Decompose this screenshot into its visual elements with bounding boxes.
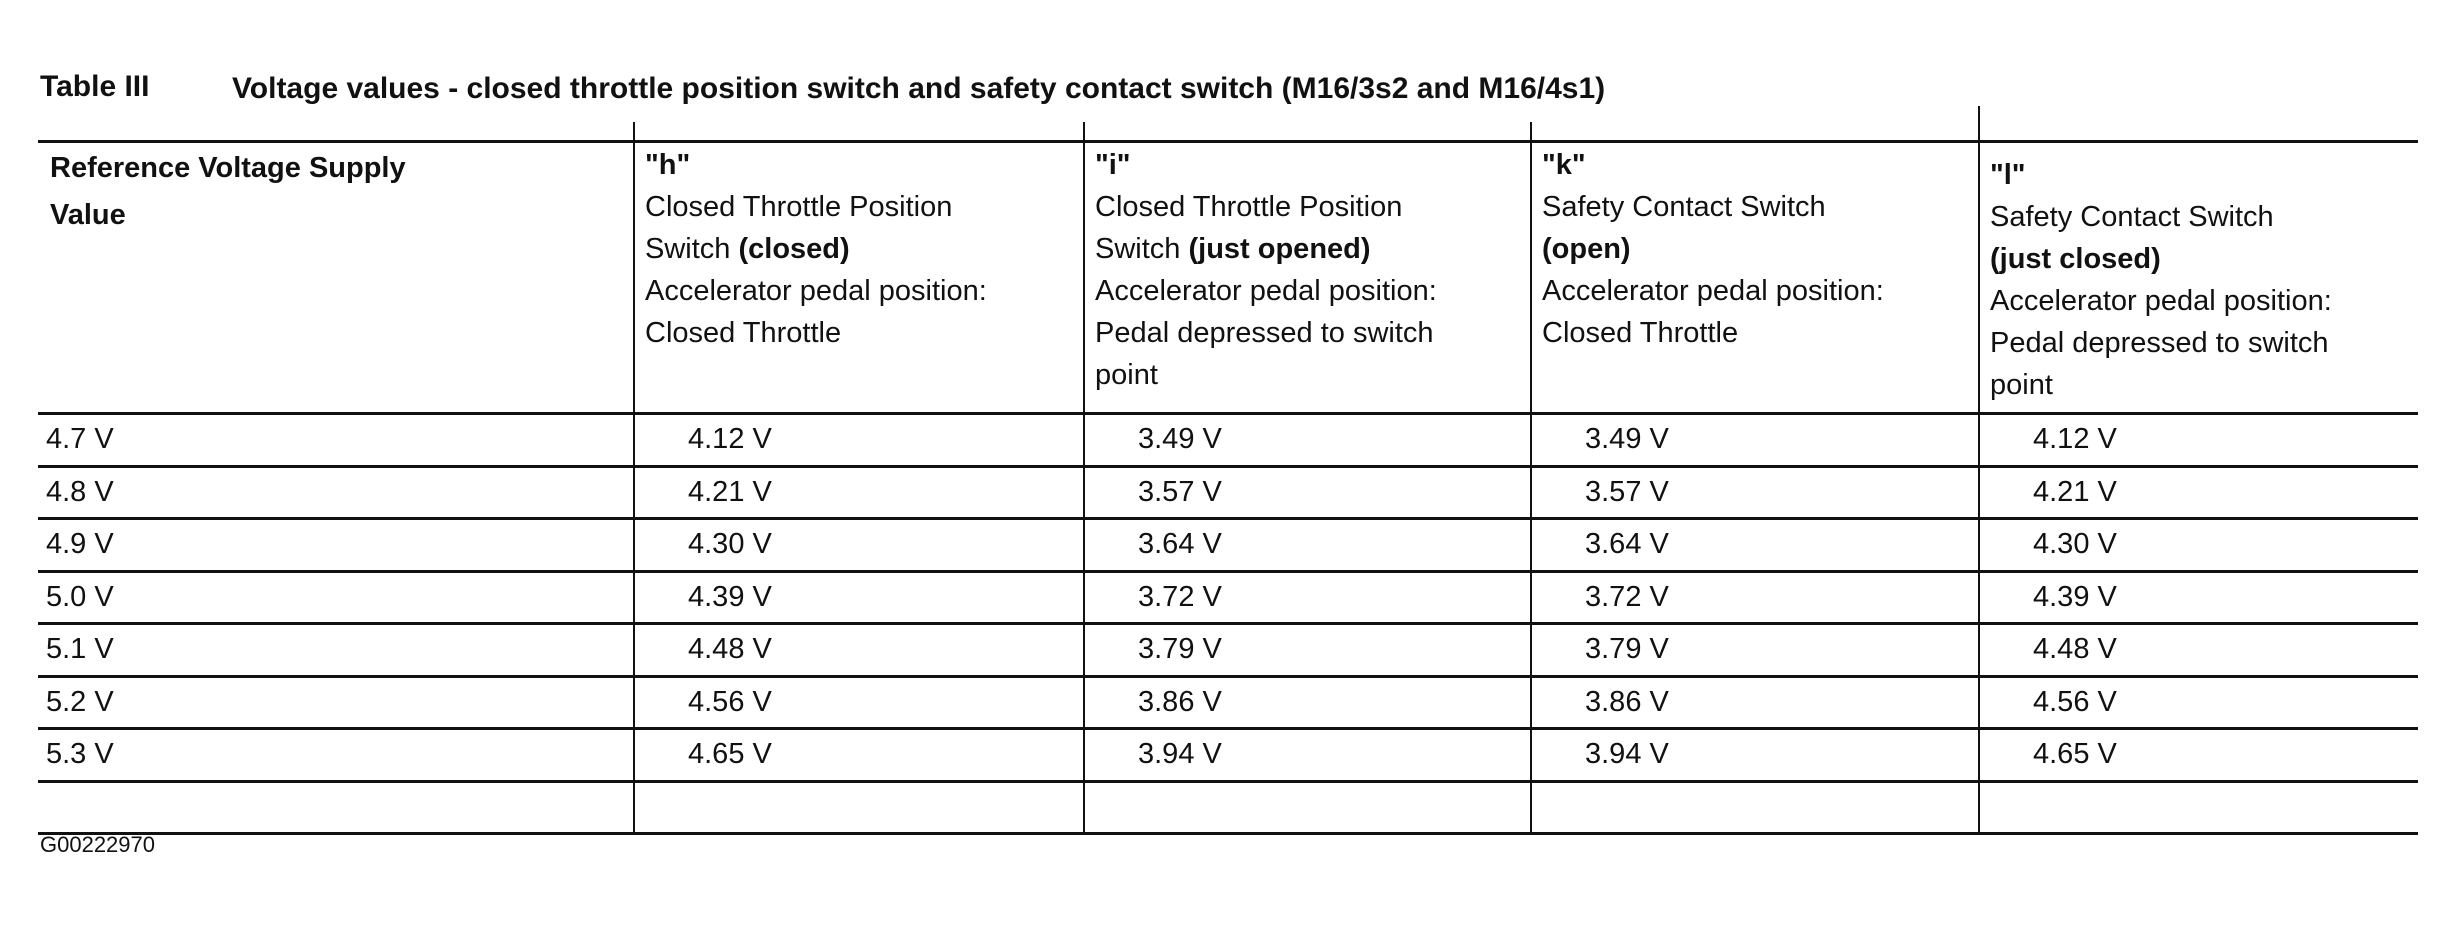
reference-voltage-cell: 5.3 V	[46, 738, 114, 770]
voltage-cell: 3.86 V	[1138, 685, 1222, 718]
row-divider	[38, 517, 2418, 520]
header-text-line	[1542, 270, 1884, 312]
header-text: Closed Throttle	[1542, 317, 1739, 349]
table-number: Table III	[40, 70, 150, 103]
column-divider	[1978, 106, 1980, 832]
reference-voltage-cell: 5.0 V	[46, 580, 114, 613]
voltage-cell: 3.72 V	[1138, 580, 1222, 613]
voltage-cell: 4.12 V	[2033, 423, 2117, 455]
header-text: Safety Contact Switch	[1542, 191, 1826, 223]
header-text-line	[1095, 312, 1437, 354]
header-text-line	[645, 186, 987, 228]
voltage-cell: 4.56 V	[688, 685, 772, 718]
header-text: Accelerator pedal position:	[1095, 275, 1437, 307]
header-col2	[1095, 144, 1437, 396]
figure-id: G00222970	[40, 832, 155, 857]
header-text-line	[1990, 322, 2332, 364]
voltage-cell: 3.49 V	[1138, 423, 1222, 455]
voltage-cell: 4.48 V	[688, 633, 772, 665]
voltage-cell: 3.49 V	[1585, 423, 1669, 455]
header-text-line	[1095, 228, 1437, 270]
header-key: "i"	[1095, 149, 1131, 181]
voltage-cell: 4.65 V	[2033, 738, 2117, 770]
header-text-bold: (just closed)	[1990, 243, 2161, 275]
header-text-line	[1542, 228, 1884, 270]
reference-voltage-cell: 4.7 V	[46, 423, 114, 455]
voltage-cell: 4.65 V	[688, 738, 772, 770]
row-divider	[38, 727, 2418, 730]
header-text: Closed Throttle Position	[645, 191, 953, 223]
header-key: "h"	[645, 149, 691, 181]
header-text: Safety Contact Switch	[1990, 201, 2274, 233]
voltage-cell: 4.21 V	[2033, 475, 2117, 508]
voltage-cell: 4.39 V	[688, 580, 772, 613]
header-text-line	[645, 228, 987, 270]
header-text: Switch	[1095, 233, 1189, 265]
row-divider	[38, 780, 2418, 783]
header-text-bold: (closed)	[738, 233, 850, 265]
voltage-cell: 3.79 V	[1585, 633, 1669, 665]
voltage-cell: 3.64 V	[1585, 528, 1669, 560]
reference-voltage-cell: 4.9 V	[46, 528, 114, 560]
header-line: Value	[50, 199, 126, 231]
header-reference-voltage	[50, 145, 406, 239]
header-text-line	[645, 270, 987, 312]
header-text-line	[645, 312, 987, 354]
voltage-cell: 4.21 V	[688, 475, 772, 508]
reference-voltage-cell: 4.8 V	[46, 475, 114, 508]
header-text-line	[1542, 312, 1884, 354]
voltage-cell: 4.56 V	[2033, 685, 2117, 718]
row-divider	[38, 412, 2418, 415]
voltage-cell: 4.39 V	[2033, 580, 2117, 613]
header-text: Accelerator pedal position:	[645, 275, 987, 307]
header-text-line	[1990, 280, 2332, 322]
voltage-cell: 3.94 V	[1585, 738, 1669, 770]
header-text-line	[1095, 186, 1437, 228]
header-key: "l"	[1990, 159, 2026, 191]
header-text: Closed Throttle	[645, 317, 842, 349]
reference-voltage-cell: 5.2 V	[46, 685, 114, 718]
header-text-line	[1095, 270, 1437, 312]
header-text: Accelerator pedal position:	[1990, 285, 2332, 317]
voltage-cell: 4.12 V	[688, 423, 772, 455]
header-key: "k"	[1542, 149, 1586, 181]
header-line: Reference Voltage Supply	[50, 152, 406, 184]
column-divider	[1530, 122, 1532, 832]
header-text-bold: (just opened)	[1188, 233, 1371, 265]
row-divider	[38, 832, 2418, 835]
voltage-cell: 4.30 V	[688, 528, 772, 560]
row-divider	[38, 622, 2418, 625]
column-divider	[1083, 122, 1085, 832]
header-text-line	[1095, 354, 1437, 396]
voltage-cell: 3.94 V	[1138, 738, 1222, 770]
header-text-line	[1990, 196, 2332, 238]
header-text: point	[1990, 369, 2053, 401]
header-text: point	[1095, 359, 1158, 391]
header-text: Pedal depressed to switch	[1990, 327, 2329, 359]
header-text: Accelerator pedal position:	[1542, 275, 1884, 307]
voltage-cell: 4.48 V	[2033, 633, 2117, 665]
column-divider	[633, 122, 635, 832]
table-top-border	[38, 140, 2418, 143]
row-divider	[38, 570, 2418, 573]
header-text-line	[1990, 364, 2332, 406]
header-col4	[1990, 154, 2332, 406]
header-text-line	[1542, 186, 1884, 228]
header-col3	[1542, 144, 1884, 354]
voltage-cell: 3.86 V	[1585, 685, 1669, 718]
voltage-cell: 3.57 V	[1138, 475, 1222, 508]
reference-voltage-cell: 5.1 V	[46, 633, 114, 665]
header-text: Pedal depressed to switch	[1095, 317, 1434, 349]
row-divider	[38, 465, 2418, 468]
row-divider	[38, 675, 2418, 678]
voltage-cell: 3.57 V	[1585, 475, 1669, 508]
voltage-cell: 3.64 V	[1138, 528, 1222, 560]
header-text: Switch	[645, 233, 739, 265]
voltage-cell: 4.30 V	[2033, 528, 2117, 560]
header-text-line	[1990, 238, 2332, 280]
header-col1	[645, 144, 987, 354]
header-text-bold: (open)	[1542, 233, 1631, 265]
header-text: Closed Throttle Position	[1095, 191, 1403, 223]
table-caption: Voltage values - closed throttle position switch and safety contact switch (M16/3s2 and M16/4s1)	[232, 72, 1606, 105]
voltage-cell: 3.79 V	[1138, 633, 1222, 665]
voltage-cell: 3.72 V	[1585, 580, 1669, 613]
